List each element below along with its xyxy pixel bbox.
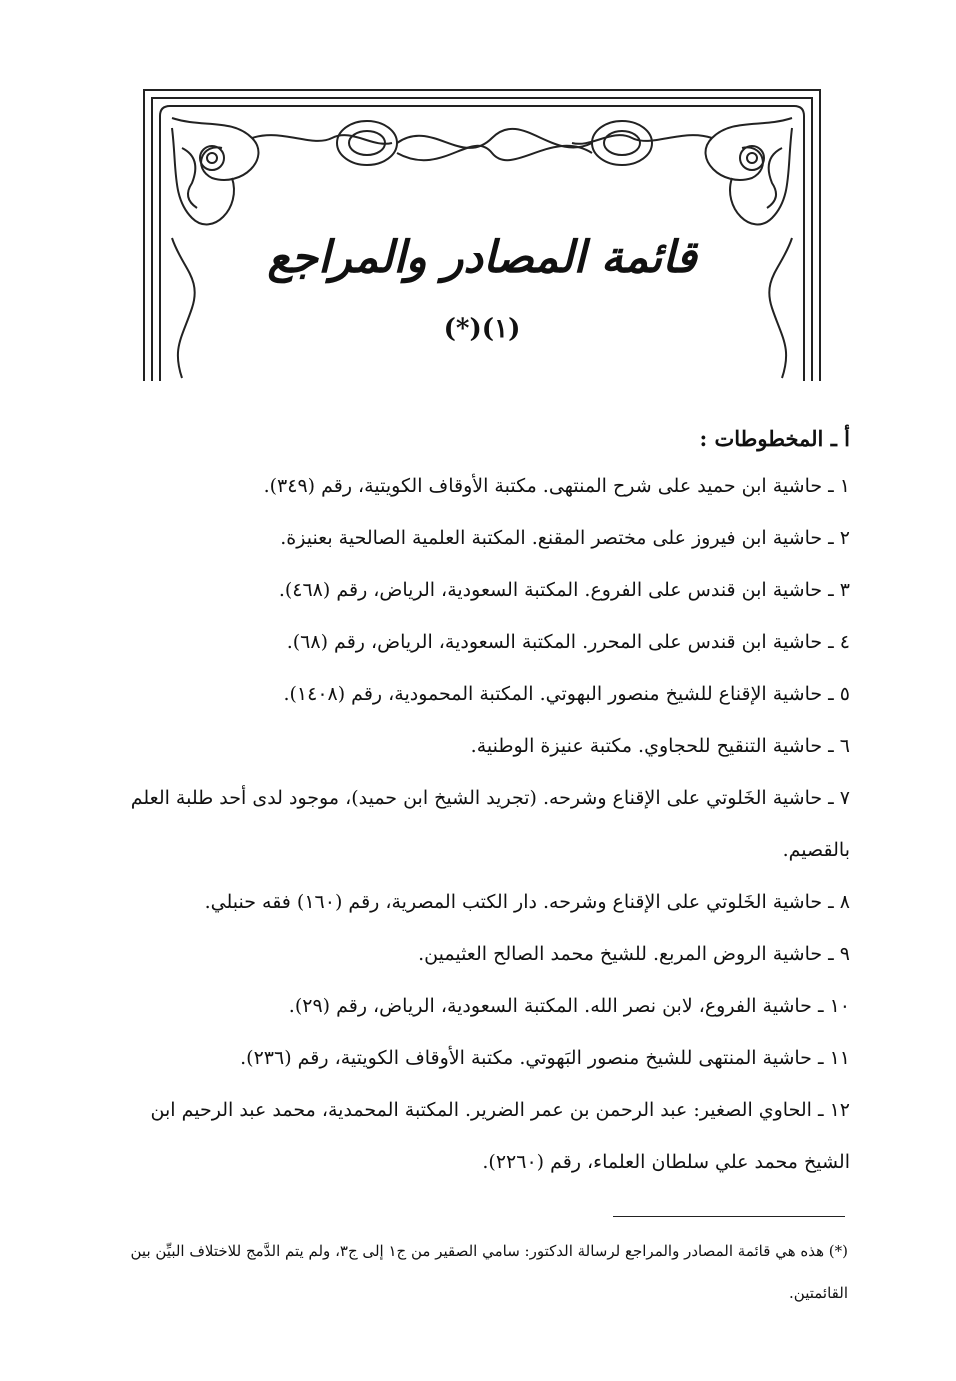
list-item: ٣ ـ حاشية ابن قندس على الفروع. المكتبة السعودية، الرياض، رقم (٤٦٨). (278, 579, 850, 601)
list-item: ٩ ـ حاشية الروض المربع. للشيخ محمد الصالح العثيمين. (418, 943, 850, 965)
footnote-divider (613, 1216, 845, 1217)
list-item: ١٠ ـ حاشية الفروع، لابن نصر الله. المكتبة السعودية، الرياض، رقم (٢٩). (288, 995, 850, 1017)
page-subtitle: (١)(*) (443, 314, 521, 344)
footnote: (*) هذه هي قائمة المصادر والمراجع لرسالة الدكتور: سامي الصقير من ج١ إلى ج٣، ولم يتم الدَّمج للاختلاف البيِّن بين القائمتين. (130, 1242, 848, 1302)
page-title: قائمة المصادر والمراجع (267, 232, 697, 283)
list-item: ٥ ـ حاشية الإقناع للشيخ منصور البهوتي. المكتبة المحمودية، رقم (١٤٠٨). (283, 683, 850, 705)
list-item: ٧ ـ حاشية الخَلوتي على الإقناع وشرحه. (تجريد الشيخ ابن حميد)، موجود لدى أحد طلبة العلم بالقصيم. (130, 787, 850, 861)
list-item: ١١ ـ حاشية المنتهى للشيخ منصور البَهوتي. مكتبة الأوقاف الكويتية، رقم (٢٣٦). (240, 1047, 850, 1069)
list-item: ١٢ ـ الحاوي الصغير: عبد الرحمن بن عمر الضرير. المكتبة المحمدية، محمد عبد الرحيم ابن الشيخ محمد علي سلطان العلماء، رقم (٢٢٦٠). (150, 1099, 850, 1173)
list-item: ٢ ـ حاشية ابن فيروز على مختصر المقنع. المكتبة العلمية الصالحية بعنيزة. (280, 527, 850, 549)
list-item: ٨ ـ حاشية الخَلوتي على الإقناع وشرحه. دار الكتب المصرية، رقم (١٦٠) فقه حنبلي. (204, 891, 850, 913)
bibliography-section (130, 418, 850, 1188)
list-item: ٦ ـ حاشية التنقيح للحجاوي. مكتبة عنيزة الوطنية. (470, 735, 850, 757)
list-item: ١ ـ حاشية ابن حميد على شرح المنتهى. مكتبة الأوقاف الكويتية، رقم (٣٤٩). (263, 475, 850, 497)
list-item: ٤ ـ حاشية ابن قندس على المحرر. المكتبة السعودية، الرياض، رقم (٦٨). (286, 631, 850, 653)
section-heading: أ ـ المخطوطات : (699, 426, 850, 451)
